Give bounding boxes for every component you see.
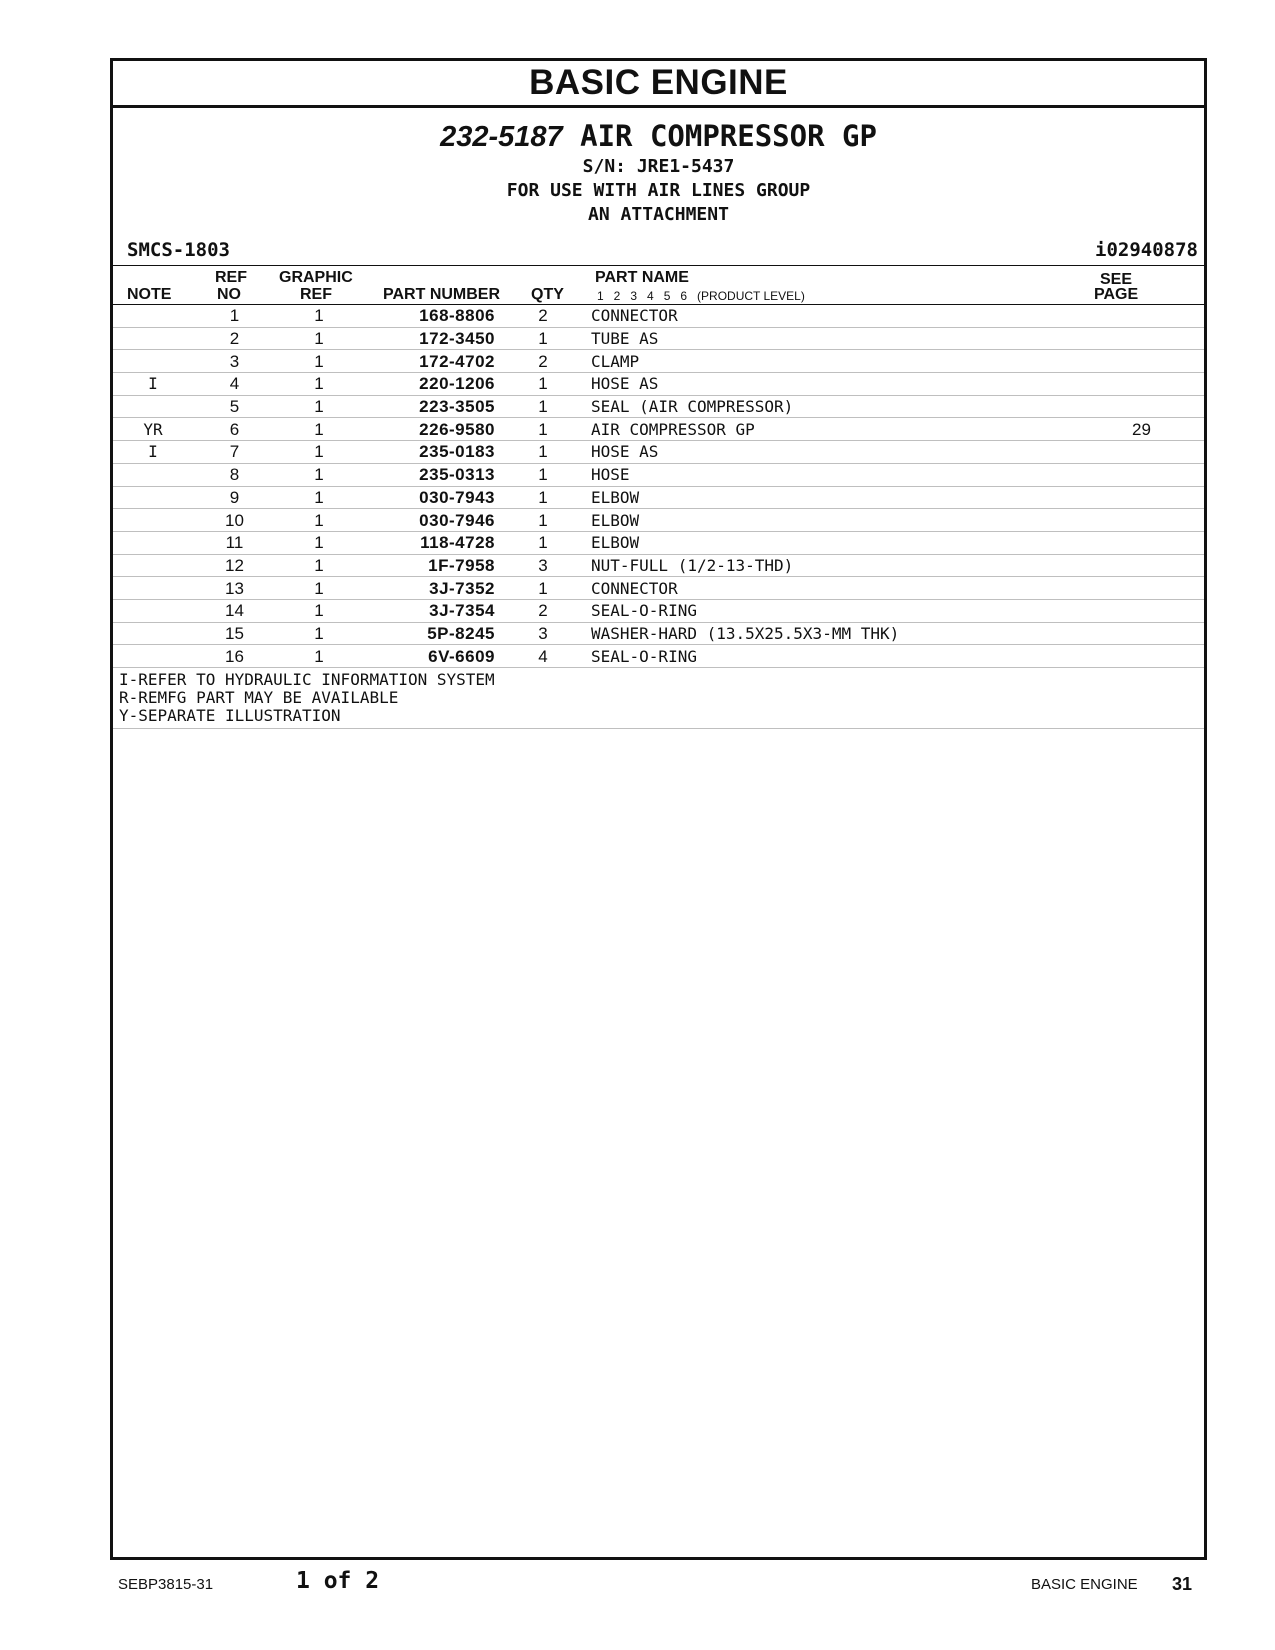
ref-number-cell: 5 xyxy=(193,395,276,418)
part-number-cell: 172-4702 xyxy=(362,350,495,373)
table-row xyxy=(113,305,1204,327)
qty-cell: 1 xyxy=(495,418,591,441)
table-row xyxy=(113,418,1204,441)
part-name-cell: ELBOW xyxy=(591,486,1079,509)
header-qty: QTY xyxy=(531,286,564,303)
see-page-cell xyxy=(1079,531,1204,554)
see-page-cell xyxy=(1079,373,1204,396)
ref-number-cell: 3 xyxy=(193,350,276,373)
see-page-cell xyxy=(1079,463,1204,486)
part-number-cell: 226-9580 xyxy=(362,418,495,441)
see-page-cell xyxy=(1079,577,1204,600)
see-page-cell xyxy=(1079,599,1204,622)
header-part-name: PART NAME xyxy=(595,269,689,286)
note-cell: I xyxy=(113,441,193,464)
part-name-cell: HOSE AS xyxy=(591,441,1079,464)
footer-page-number: 31 xyxy=(1172,1574,1193,1594)
part-name-cell: ELBOW xyxy=(591,509,1079,532)
notes-legend xyxy=(113,668,1204,729)
table-row xyxy=(113,531,1204,554)
part-number-cell: 235-0183 xyxy=(362,441,495,464)
part-name-cell: HOSE xyxy=(591,463,1079,486)
graphic-ref-cell: 1 xyxy=(276,395,362,418)
see-page-cell: 29 xyxy=(1079,418,1204,441)
header-note: NOTE xyxy=(127,286,172,303)
graphic-ref-cell: 1 xyxy=(276,441,362,464)
table-row xyxy=(113,350,1204,373)
ref-number-cell: 11 xyxy=(193,531,276,554)
part-number-cell: 030-7946 xyxy=(362,509,495,532)
ref-number-cell: 4 xyxy=(193,373,276,396)
qty-cell: 1 xyxy=(495,531,591,554)
ref-number-cell: 10 xyxy=(193,509,276,532)
ref-number-cell: 12 xyxy=(193,554,276,577)
part-number-cell: 235-0313 xyxy=(362,463,495,486)
part-number-cell: 168-8806 xyxy=(362,305,495,327)
note-cell xyxy=(113,554,193,577)
qty-cell: 4 xyxy=(495,645,591,668)
part-name-cell: SEAL-O-RING xyxy=(591,599,1079,622)
ref-number-cell: 8 xyxy=(193,463,276,486)
graphic-ref-cell: 1 xyxy=(276,373,362,396)
qty-cell: 1 xyxy=(495,486,591,509)
note-y: Y-SEPARATE ILLUSTRATION xyxy=(119,706,341,725)
part-name-cell: CLAMP xyxy=(591,350,1079,373)
note-cell xyxy=(113,622,193,645)
see-page-cell xyxy=(1079,486,1204,509)
see-page-cell xyxy=(1079,305,1204,327)
header-ref-bottom: NO xyxy=(217,286,241,303)
part-name-cell: CONNECTOR xyxy=(591,577,1079,600)
qty-cell: 1 xyxy=(495,577,591,600)
see-page-cell xyxy=(1079,327,1204,350)
note-cell xyxy=(113,509,193,532)
page-footer xyxy=(0,1566,1275,1606)
see-page-cell xyxy=(1079,645,1204,668)
section-banner: BASIC ENGINE xyxy=(113,61,1204,108)
header-graphic-top: GRAPHIC xyxy=(279,269,353,286)
graphic-ref-cell: 1 xyxy=(276,645,362,668)
note-i: I-REFER TO HYDRAULIC INFORMATION SYSTEM xyxy=(119,670,495,689)
table-header xyxy=(113,265,1204,305)
qty-cell: 1 xyxy=(495,441,591,464)
part-number-cell: 5P-8245 xyxy=(362,622,495,645)
qty-cell: 2 xyxy=(495,350,591,373)
table-row xyxy=(113,327,1204,350)
ref-number-cell: 6 xyxy=(193,418,276,441)
note-cell xyxy=(113,577,193,600)
parts-table-body xyxy=(113,305,1204,668)
page-title xyxy=(113,118,1204,155)
see-page-cell xyxy=(1079,441,1204,464)
smcs-code: SMCS-1803 xyxy=(127,239,230,261)
note-r: R-REMFG PART MAY BE AVAILABLE xyxy=(119,688,399,707)
serial-number: S/N: JRE1-5437 xyxy=(582,156,735,177)
footer-page-of: 1 of 2 xyxy=(296,1568,380,1594)
table-row xyxy=(113,373,1204,396)
ref-number-cell: 15 xyxy=(193,622,276,645)
see-page-cell xyxy=(1079,509,1204,532)
footer-doc-number: SEBP3815-31 xyxy=(118,1576,214,1593)
usage-note: FOR USE WITH AIR LINES GROUP xyxy=(506,180,811,201)
header-product-levels: 1 2 3 4 5 6 (PRODUCT LEVEL) xyxy=(597,289,805,303)
doc-id: i02940878 xyxy=(1095,239,1198,261)
graphic-ref-cell: 1 xyxy=(276,622,362,645)
table-row xyxy=(113,486,1204,509)
part-number-cell: 3J-7352 xyxy=(362,577,495,600)
see-page-cell xyxy=(1079,350,1204,373)
page-frame xyxy=(110,58,1207,1560)
ref-number-cell: 7 xyxy=(193,441,276,464)
note-cell xyxy=(113,463,193,486)
header-see-top: SEE xyxy=(1100,271,1133,288)
part-number-cell: 220-1206 xyxy=(362,373,495,396)
graphic-ref-cell: 1 xyxy=(276,577,362,600)
part-name-cell: HOSE AS xyxy=(591,373,1079,396)
qty-cell: 2 xyxy=(495,305,591,327)
table-row xyxy=(113,395,1204,418)
title-part-number: 232-5187 xyxy=(440,121,563,153)
header-see-bottom: PAGE xyxy=(1094,286,1139,303)
qty-cell: 1 xyxy=(495,327,591,350)
see-page-cell xyxy=(1079,554,1204,577)
part-name-cell: TUBE AS xyxy=(591,327,1079,350)
graphic-ref-cell: 1 xyxy=(276,554,362,577)
note-cell xyxy=(113,531,193,554)
note-cell: YR xyxy=(113,418,193,441)
part-number-cell: 223-3505 xyxy=(362,395,495,418)
ref-number-cell: 1 xyxy=(193,305,276,327)
table-row xyxy=(113,441,1204,464)
table-row xyxy=(113,645,1204,668)
header-part-number: PART NUMBER xyxy=(383,286,501,303)
table-row xyxy=(113,577,1204,600)
note-cell xyxy=(113,645,193,668)
graphic-ref-cell: 1 xyxy=(276,463,362,486)
part-name-cell: NUT-FULL (1/2-13-THD) xyxy=(591,554,1079,577)
table-row xyxy=(113,622,1204,645)
table-row xyxy=(113,509,1204,532)
graphic-ref-cell: 1 xyxy=(276,418,362,441)
note-cell xyxy=(113,599,193,622)
see-page-cell xyxy=(1079,395,1204,418)
part-number-cell: 6V-6609 xyxy=(362,645,495,668)
graphic-ref-cell: 1 xyxy=(276,599,362,622)
qty-cell: 1 xyxy=(495,509,591,532)
part-name-cell: AIR COMPRESSOR GP xyxy=(591,418,1079,441)
part-name-cell: ELBOW xyxy=(591,531,1079,554)
header-ref-top: REF xyxy=(215,269,247,286)
part-name-cell: SEAL-O-RING xyxy=(591,645,1079,668)
part-number-cell: 3J-7354 xyxy=(362,599,495,622)
ref-number-cell: 14 xyxy=(193,599,276,622)
graphic-ref-cell: 1 xyxy=(276,509,362,532)
ref-number-cell: 2 xyxy=(193,327,276,350)
part-number-cell: 1F-7958 xyxy=(362,554,495,577)
table-row xyxy=(113,599,1204,622)
ref-number-cell: 9 xyxy=(193,486,276,509)
part-name-cell: SEAL (AIR COMPRESSOR) xyxy=(591,395,1079,418)
graphic-ref-cell: 1 xyxy=(276,350,362,373)
title-name: AIR COMPRESSOR GP xyxy=(580,119,877,153)
code-row xyxy=(113,235,1204,265)
footer-section: BASIC ENGINE xyxy=(1031,1576,1138,1593)
qty-cell: 2 xyxy=(495,599,591,622)
graphic-ref-cell: 1 xyxy=(276,531,362,554)
note-cell xyxy=(113,327,193,350)
ref-number-cell: 16 xyxy=(193,645,276,668)
note-cell xyxy=(113,395,193,418)
part-number-cell: 172-3450 xyxy=(362,327,495,350)
part-number-cell: 030-7943 xyxy=(362,486,495,509)
see-page-cell xyxy=(1079,622,1204,645)
qty-cell: 1 xyxy=(495,373,591,396)
qty-cell: 3 xyxy=(495,554,591,577)
header-graphic-bottom: REF xyxy=(300,286,332,303)
note-cell xyxy=(113,350,193,373)
part-name-cell: CONNECTOR xyxy=(591,305,1079,327)
note-cell xyxy=(113,486,193,509)
qty-cell: 3 xyxy=(495,622,591,645)
ref-number-cell: 13 xyxy=(193,577,276,600)
part-name-cell: WASHER-HARD (13.5X25.5X3-MM THK) xyxy=(591,622,1079,645)
note-cell xyxy=(113,305,193,327)
graphic-ref-cell: 1 xyxy=(276,305,362,327)
qty-cell: 1 xyxy=(495,463,591,486)
graphic-ref-cell: 1 xyxy=(276,327,362,350)
attachment-note: AN ATTACHMENT xyxy=(588,204,729,225)
note-cell: I xyxy=(113,373,193,396)
part-number-cell: 118-4728 xyxy=(362,531,495,554)
parts-table xyxy=(113,305,1204,668)
qty-cell: 1 xyxy=(495,395,591,418)
graphic-ref-cell: 1 xyxy=(276,486,362,509)
table-row xyxy=(113,463,1204,486)
table-row xyxy=(113,554,1204,577)
